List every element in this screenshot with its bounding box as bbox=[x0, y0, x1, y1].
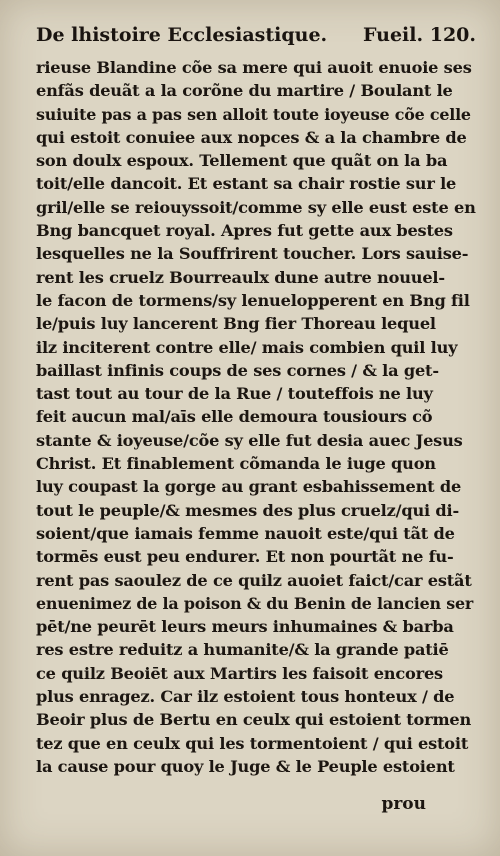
text-block bbox=[36, 56, 476, 778]
text-line: ilz inciterent contre elle/ mais combien quil luy bbox=[36, 337, 458, 357]
text-line: la cause pour quoy le Juge & le Peuple estoient bbox=[36, 756, 455, 776]
text-line: Beoir plus de Bertu en ceulx qui estoient tormen bbox=[36, 710, 472, 730]
text-line: Christ. Et finablement cõmanda le iuge quon bbox=[36, 454, 436, 474]
text-line: lesquelles ne la Souffrirent toucher. Lors sauise- bbox=[36, 244, 469, 264]
text-line: tez que en ceulx qui les tormentoient / qui estoit bbox=[36, 733, 469, 753]
text-line: son doulx espoux. Tellement que quãt on la ba bbox=[36, 151, 448, 171]
running-header bbox=[36, 24, 476, 54]
text-line: ce quilz Beoiēt aux Martirs les faisoit encores bbox=[36, 663, 443, 683]
text-line: luy coupast la gorge au grant esbahissement de bbox=[36, 477, 462, 497]
text-line: gril/elle se reiouyssoit/comme sy elle eust este en bbox=[36, 197, 476, 217]
catchword: prou bbox=[381, 794, 426, 814]
folio-number: Fueil. 120. bbox=[363, 24, 476, 46]
text-line: tormēs eust peu endurer. Et non pourtãt ne fu- bbox=[36, 547, 454, 567]
text-line: stante & ioyeuse/cõe sy elle fut desia auec Jesus bbox=[36, 430, 463, 450]
text-line: tast tout au tour de la Rue / touteffois ne luy bbox=[36, 384, 433, 404]
text-line: Bng bancquet royal. Apres fut gette aux bestes bbox=[36, 221, 453, 241]
text-line: tout le peuple/& mesmes des plus cruelz/qui di- bbox=[36, 500, 459, 520]
text-line: enuenimez de la poison & du Benin de lancien ser bbox=[36, 593, 474, 613]
text-line: rent les cruelz Bourreaulx dune autre nouuel- bbox=[36, 267, 445, 287]
text-line: le/puis luy lancerent Bng fier Thoreau lequel bbox=[36, 314, 436, 334]
text-line: qui estoit conuiee aux nopces & a la chambre de bbox=[36, 127, 467, 147]
text-line: soient/que iamais femme nauoit este/qui tãt de bbox=[36, 523, 455, 543]
text-line: le facon de tormens/sy lenuelopperent en Bng fil bbox=[36, 290, 470, 310]
running-title: De lhistoire Ecclesiastique. bbox=[36, 24, 328, 46]
text-line: suiuite pas a pas sen alloit toute ioyeuse cõe celle bbox=[36, 104, 471, 124]
text-line: res estre reduitz a humanite/& la grande patiē bbox=[36, 640, 449, 660]
text-line: enfãs deuãt a la corõne du martire / Boulant le bbox=[36, 81, 453, 101]
text-line: pēt/ne peurēt leurs meurs inhumaines & barba bbox=[36, 617, 454, 637]
text-line: baillast infinis coups de ses cornes / & la get- bbox=[36, 360, 439, 380]
text-line: rieuse Blandine cõe sa mere qui auoit enuoie ses bbox=[36, 58, 472, 77]
text-line: plus enragez. Car ilz estoient tous honteux / de bbox=[36, 687, 455, 707]
text-line: feit aucun mal/aīs elle demoura tousiours cõ bbox=[36, 407, 433, 427]
text-line: rent pas saoulez de ce quilz auoiet faict/car estãt bbox=[36, 570, 472, 590]
text-line: toit/elle dancoit. Et estant sa chair rostie sur le bbox=[36, 174, 457, 194]
